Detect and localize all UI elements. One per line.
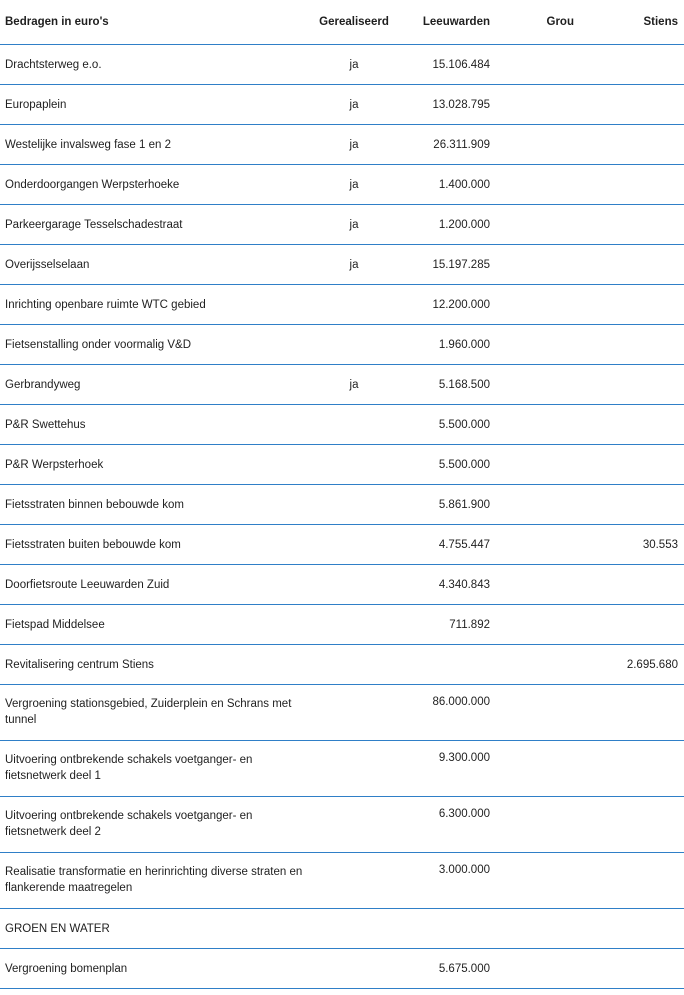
cell-leeuwarden: 711.892 — [449, 618, 490, 631]
cell-gerealiseerd: ja — [349, 138, 359, 151]
table-row — [0, 285, 684, 325]
cell-gerealiseerd: ja — [349, 218, 359, 231]
cell-leeuwarden: 12.200.000 — [432, 298, 490, 311]
cell-name: Doorfietsroute Leeuwarden Zuid — [5, 578, 170, 591]
cell-leeuwarden: 5.500.000 — [438, 418, 490, 431]
table-row — [0, 909, 684, 949]
cell-leeuwarden: 15.106.484 — [432, 58, 490, 71]
cell-leeuwarden: 5.675.000 — [438, 962, 490, 975]
cell-name: Onderdoorgangen Werpsterhoeke — [5, 178, 180, 191]
cell-leeuwarden: 4.340.843 — [438, 578, 490, 591]
table-row — [0, 685, 684, 741]
table-row — [0, 645, 684, 685]
cell-leeuwarden: 1.400.000 — [438, 178, 490, 191]
header-leeuwarden: Leeuwarden — [422, 16, 490, 28]
table-row — [0, 565, 684, 605]
cell-name: Overijsselselaan — [5, 258, 90, 271]
cell-stiens: 30.553 — [642, 538, 678, 551]
table-header — [0, 0, 684, 45]
table-row — [0, 525, 684, 565]
table-row — [0, 853, 684, 909]
table-row — [0, 85, 684, 125]
cell-gerealiseerd: ja — [349, 98, 359, 111]
cell-name: Westelijke invalsweg fase 1 en 2 — [5, 138, 171, 151]
cell-name: Vergroening stationsgebied, Zuiderplein en Schrans met tunnel — [5, 698, 292, 726]
cell-name: Uitvoering ontbrekende schakels voetganger- en fietsnetwerk deel 1 — [5, 754, 253, 782]
cell-gerealiseerd: ja — [349, 58, 359, 71]
cell-leeuwarden: 3.000.000 — [438, 864, 490, 876]
header-name: Bedragen in euro's — [5, 16, 109, 28]
table-row — [0, 125, 684, 165]
cell-leeuwarden: 5.500.000 — [438, 458, 490, 471]
cell-leeuwarden: 13.028.795 — [432, 98, 490, 111]
cell-name: Fietsstraten buiten bebouwde kom — [5, 538, 181, 551]
cell-stiens: 2.695.680 — [626, 658, 678, 671]
table-body — [0, 45, 684, 989]
table-row — [0, 797, 684, 853]
cell-name: Parkeergarage Tesselschadestraat — [5, 218, 183, 231]
table-row — [0, 45, 684, 85]
cell-name: P&R Werpsterhoek — [5, 458, 104, 471]
cell-leeuwarden: 1.960.000 — [438, 338, 490, 351]
table-row — [0, 741, 684, 797]
cell-name: Vergroening bomenplan — [5, 962, 128, 975]
cell-leeuwarden: 9.300.000 — [438, 752, 490, 764]
cell-name: Gerbrandyweg — [5, 378, 81, 391]
header-gerealiseerd: Gerealiseerd — [319, 16, 389, 28]
cell-name: Europaplein — [5, 98, 67, 111]
cell-name: Uitvoering ontbrekende schakels voetganger- en fietsnetwerk deel 2 — [5, 810, 253, 838]
cell-name: P&R Swettehus — [5, 418, 86, 431]
table-row — [0, 365, 684, 405]
cell-gerealiseerd: ja — [349, 258, 359, 271]
cell-leeuwarden: 15.197.285 — [432, 258, 490, 271]
cell-leeuwarden: 5.168.500 — [438, 378, 490, 391]
cell-name: Drachtsterweg e.o. — [5, 58, 102, 71]
cell-gerealiseerd: ja — [349, 178, 359, 191]
cell-name: GROEN EN WATER — [5, 922, 110, 935]
cell-name: Fietsstraten binnen bebouwde kom — [5, 498, 184, 511]
header-grou: Grou — [546, 16, 574, 28]
cell-name: Realisatie transformatie en herinrichting diverse straten en flankerende maatregelen — [5, 866, 303, 894]
cell-name: Inrichting openbare ruimte WTC gebied — [5, 298, 206, 311]
cell-name: Fietspad Middelsee — [5, 618, 105, 631]
table-row — [0, 245, 684, 285]
cell-leeuwarden: 1.200.000 — [438, 218, 490, 231]
table-row — [0, 405, 684, 445]
header-stiens: Stiens — [643, 16, 678, 28]
table-row — [0, 165, 684, 205]
table-row — [0, 485, 684, 525]
cell-name: Revitalisering centrum Stiens — [5, 658, 154, 671]
cell-leeuwarden: 5.861.900 — [438, 498, 490, 511]
cell-leeuwarden: 26.311.909 — [433, 138, 490, 151]
table-row — [0, 949, 684, 989]
cell-name: Fietsenstalling onder voormalig V&D — [5, 338, 192, 351]
table-row — [0, 605, 684, 645]
table-row — [0, 445, 684, 485]
cell-leeuwarden: 86.000.000 — [432, 696, 490, 708]
table-row — [0, 205, 684, 245]
cell-leeuwarden: 6.300.000 — [438, 808, 490, 820]
cell-leeuwarden: 4.755.447 — [438, 538, 490, 551]
cell-gerealiseerd: ja — [349, 378, 359, 391]
table-row — [0, 325, 684, 365]
